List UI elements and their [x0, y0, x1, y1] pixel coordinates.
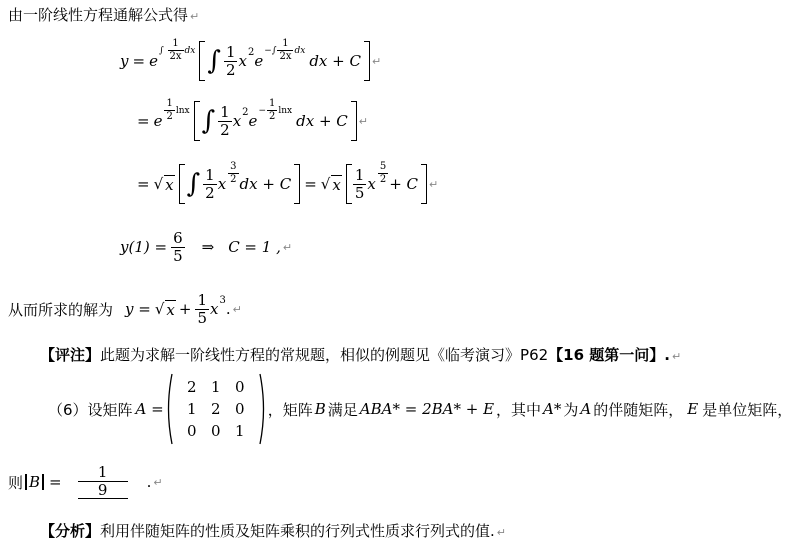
eq3-frac15-num: 1 — [354, 165, 365, 184]
solution-x-exp: 3 — [219, 294, 226, 306]
eq1-e: e — [149, 52, 158, 70]
eq2-right-bracket — [351, 101, 357, 141]
answer-frac-den: 9 — [78, 481, 128, 499]
eq1-exp2-frac-num: 1 — [282, 37, 289, 49]
eq3-equals-2: = — [304, 175, 317, 193]
eq3-dx-plus-c: dx + C — [239, 175, 292, 193]
matrix-cell: 2 — [186, 378, 197, 396]
matrix-cell: 0 — [186, 422, 197, 440]
eq1-exp-dx: dx — [184, 45, 196, 56]
eq1-exp2-dx: dx — [294, 45, 306, 56]
eq1-exp2-minus: − — [264, 45, 272, 56]
eq1-exp-frac-num: 1 — [172, 37, 179, 49]
implies-arrow-icon: ⇒ — [201, 238, 215, 256]
equation-2 — [133, 97, 368, 142]
eq3-frac52-num: 5 — [379, 160, 387, 172]
paragraph-mark: ↵ — [153, 475, 163, 489]
eq3-x: x — [217, 175, 227, 193]
problem6-Astar: A* — [543, 400, 562, 418]
problem6-A: A = — [135, 400, 164, 418]
eq3-sqrt-sign-2: √ — [320, 175, 331, 193]
paragraph-mark: ↵ — [671, 350, 682, 363]
solution-line — [8, 290, 242, 328]
analysis-tag: 【分析】 — [40, 522, 101, 540]
eq2-half-num: 1 — [220, 102, 230, 121]
eq3-frac32-num: 3 — [230, 160, 237, 172]
eq1-half — [224, 42, 238, 79]
det-bar-right — [42, 474, 44, 490]
matrix-cell: 1 — [186, 400, 197, 418]
eq3-frac32-den: 2 — [230, 173, 237, 185]
eq1-equals: = — [132, 52, 146, 70]
initial-frac-num: 6 — [173, 228, 183, 247]
eq1-y: y — [120, 52, 129, 70]
eq1-half-num: 1 — [225, 42, 236, 61]
eq2-exp2-frac-den: 2 — [268, 110, 276, 122]
eq1-exp2-frac-den: 2x — [279, 50, 292, 62]
eq3-frac15-den: 5 — [354, 183, 365, 202]
problem6-E: E — [687, 400, 699, 418]
paragraph-mark: ↵ — [232, 302, 242, 316]
matrix-cell: 0 — [210, 422, 221, 440]
solution-frac-num: 1 — [197, 290, 207, 309]
eq3-frac32 — [228, 162, 238, 185]
eq3-sqrt-sign: √ — [153, 175, 164, 193]
matrix-right-paren — [258, 373, 268, 445]
eq3-frac52-den: 2 — [379, 173, 387, 185]
eq3-left-bracket-2 — [346, 164, 352, 204]
eq1-exp-frac — [168, 39, 184, 62]
initial-result: C = 1 , — [228, 238, 281, 256]
eq2-exp2-ln: lnx — [278, 105, 293, 116]
solution-period: . — [225, 300, 231, 318]
eq2-dx-plus-c: dx + C — [296, 112, 348, 130]
solution-y: y = — [125, 300, 151, 318]
problem6-equation: ABA* = 2BA* + E — [359, 400, 495, 418]
eq3-right-bracket-1 — [294, 164, 300, 204]
eq3-x2-exp — [377, 162, 389, 185]
eq2-exp-frac-den: 2 — [166, 110, 173, 122]
problem6-text5: 的伴随矩阵， — [593, 400, 684, 419]
eq1-exp-integral: ∫ — [158, 45, 164, 56]
eq2-exp-frac — [164, 99, 174, 122]
matrix-cell: 0 — [234, 400, 245, 418]
eq2-equals: = — [137, 112, 150, 130]
initial-frac-den: 5 — [173, 246, 183, 265]
intro-text — [8, 4, 199, 25]
problem6-text4: 为 — [563, 400, 579, 419]
comment-period: . — [664, 346, 670, 364]
eq3-sqrt-x-2: x — [332, 175, 341, 194]
eq2-exponent — [163, 99, 189, 122]
eq3-x-2: x — [367, 175, 376, 193]
eq1-exp-frac-den: 2x — [169, 50, 182, 62]
eq2-left-bracket — [194, 101, 200, 141]
eq2-e2: e — [248, 112, 258, 130]
eq1-x-exp: 2 — [247, 46, 255, 58]
eq3-left-bracket — [179, 164, 185, 204]
matrix-left-paren — [164, 373, 174, 445]
eq2-exp-ln: lnx — [175, 105, 190, 116]
answer-period: . — [146, 473, 152, 491]
eq3-plus-c: + C — [389, 175, 419, 193]
eq3-frac15 — [353, 165, 367, 202]
eq2-half-den: 2 — [220, 120, 230, 139]
equation-3 — [133, 160, 439, 205]
matrix-cell: 0 — [234, 378, 245, 396]
eq2-e: e — [153, 112, 163, 130]
eq3-half-num: 1 — [205, 165, 215, 184]
eq1-dx-plus-c: dx + C — [309, 52, 361, 70]
solution-text: 从而所求的解为 — [8, 300, 114, 319]
eq1-integral: ∫ — [207, 46, 221, 76]
paragraph-mark: ↵ — [190, 10, 200, 23]
eq3-integral: ∫ — [186, 169, 201, 199]
solution-frac-den: 5 — [197, 308, 207, 327]
eq1-exponent-2: −∫ $\frac{1}{2x}$ dx — [264, 37, 306, 62]
analysis-text: 利用伴随矩阵的性质及矩阵乘积的行列式性质求行列式的值. — [100, 522, 495, 540]
eq3-right-bracket-2 — [421, 164, 427, 204]
eq2-x: x — [232, 112, 242, 130]
answer-frac-num: 1 — [97, 463, 108, 481]
answer-frac — [78, 465, 128, 499]
answer-B: B — [29, 473, 41, 491]
answer-equals: = — [49, 473, 62, 491]
intro-label: 由一阶线性方程通解公式得 — [8, 6, 189, 24]
problem6-B: B — [314, 400, 326, 418]
eq2-half — [218, 102, 232, 139]
equation-1 — [120, 37, 382, 82]
matrix-A — [174, 378, 258, 440]
solution-sqrt-x: x — [166, 300, 175, 319]
solution-frac — [195, 290, 209, 327]
solution-plus: + — [178, 300, 192, 318]
initial-lhs: y(1) = — [120, 238, 168, 256]
eq3-half-den: 2 — [205, 183, 215, 202]
solution-x: x — [209, 300, 219, 318]
comment-tag: 【评注】 — [40, 346, 101, 364]
problem6-text3: ，其中 — [496, 400, 542, 419]
eq3-frac52 — [378, 162, 388, 185]
paragraph-mark: ↵ — [282, 240, 293, 254]
eq2-exp2-frac — [267, 99, 277, 122]
paragraph-mark: ↵ — [496, 526, 507, 539]
comment-line — [40, 344, 681, 365]
comment-text: 此题为求解一阶线性方程的常规题，相似的例题见《临考演习》P62 — [100, 346, 549, 364]
paragraph-mark: ↵ — [429, 177, 439, 191]
paragraph-mark: ↵ — [371, 54, 382, 68]
problem6-text6: 是单位矩阵， — [702, 400, 792, 419]
eq2-exponent-2 — [258, 99, 292, 122]
matrix-cell: 1 — [234, 422, 245, 440]
problem6-number: （6）设矩阵 — [48, 400, 133, 419]
solution-sqrt-sign: √ — [154, 300, 165, 318]
eq3-x-exp — [227, 162, 239, 185]
eq2-exp2-minus: − — [258, 105, 266, 116]
eq3-half — [203, 165, 217, 202]
comment-ref: 【16 题第一问】 — [548, 346, 665, 364]
answer-line — [8, 462, 163, 502]
matrix-cell: 1 — [210, 378, 221, 396]
initial-frac — [171, 228, 185, 265]
eq2-exp-frac-num: 1 — [166, 97, 173, 109]
eq1-x: x — [238, 52, 247, 70]
problem-6 — [48, 372, 792, 446]
matrix-cell: 2 — [210, 400, 221, 418]
eq1-exponent — [159, 39, 195, 62]
eq3-equals: = — [137, 175, 150, 193]
eq1-exp2-frac — [277, 39, 293, 62]
eq3-sqrt-x: x — [165, 175, 174, 194]
problem6-A2: A — [580, 400, 592, 418]
eq1-left-bracket — [199, 41, 205, 81]
eq1-e2: e — [254, 52, 264, 70]
eq2-integral: ∫ — [201, 106, 216, 136]
eq1-half-den: 2 — [225, 60, 236, 79]
paragraph-mark: ↵ — [358, 114, 368, 128]
initial-condition — [120, 226, 292, 268]
answer-prefix: 则 — [8, 473, 24, 492]
problem6-text1: ，矩阵 — [267, 400, 313, 419]
det-bar-left — [25, 474, 27, 490]
analysis-line — [40, 520, 506, 541]
eq1-right-bracket — [364, 41, 370, 81]
problem6-text2: 满足 — [327, 400, 358, 419]
eq2-x-exp: 2 — [242, 106, 249, 118]
eq2-exp2-frac-num: 1 — [268, 97, 276, 109]
